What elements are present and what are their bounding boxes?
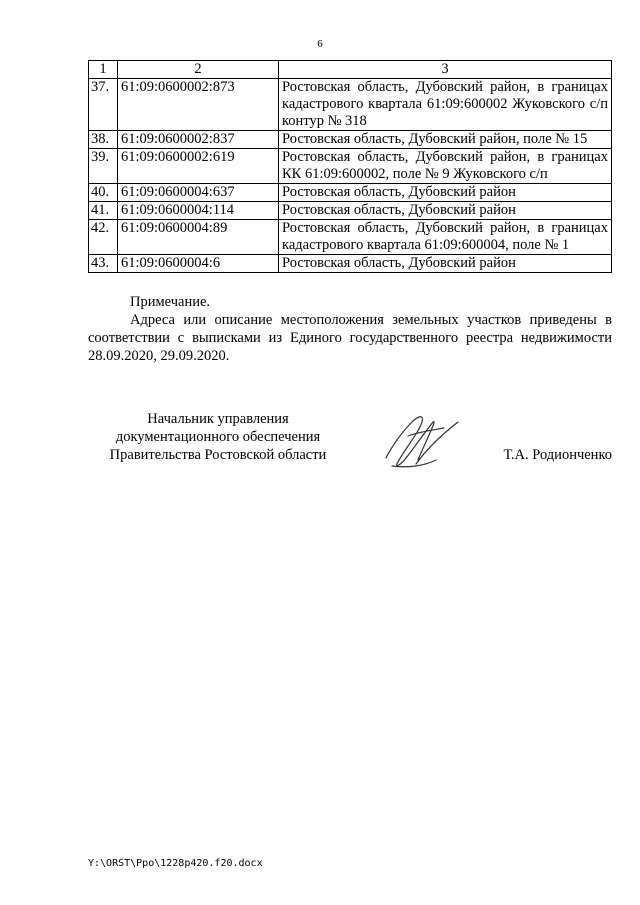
location-description: Ростовская область, Дубовский район, в границах кадастрового квартала 61:09:600004, поле № 1 [279,220,612,255]
cadastral-number: 61:09:0600002:619 [118,149,279,184]
table-row [89,184,612,202]
header-col-2: 2 [118,61,279,79]
row-number: 38. [89,131,118,149]
handwritten-signature [378,406,468,476]
table-row [89,255,612,273]
cadastral-number: 61:09:0600002:837 [118,131,279,149]
note-section [88,293,612,365]
note-title: Примечание. [130,294,211,310]
table-row [89,220,612,255]
row-number: 42. [89,220,118,255]
row-number: 43. [89,255,118,273]
page-number: 6 [317,38,323,50]
location-description: Ростовская область, Дубовский район, в границах кадастрового квартала 61:09:600002 Жуковского с/п контур № 318 [279,79,612,131]
table-row [89,79,612,131]
row-number: 37. [89,79,118,131]
location-description: Ростовская область, Дубовский район [279,255,612,273]
location-description: Ростовская область, Дубовский район [279,202,612,220]
note-body: Адреса или описание местоположения земельных участков приведены в соответствии с выписками из Единого государственного реестра недвижимости 28.09.2020, 29.09.2020. [88,312,612,364]
row-number: 39. [89,149,118,184]
table-row [89,202,612,220]
signature-block [88,410,612,482]
signatory-position [88,410,348,464]
location-description: Ростовская область, Дубовский район, поле № 15 [279,131,612,149]
cadastral-number: 61:09:0600004:6 [118,255,279,273]
position-line-1: Начальник управления [147,411,289,427]
position-line-3: Правительства Ростовской области [109,447,327,463]
file-path-footer: Y:\ORST\Ppo\1228p420.f20.docx [88,858,263,869]
cadastral-number: 61:09:0600002:873 [118,79,279,131]
position-line-2: документационного обеспечения [115,429,321,445]
signatory-name: Т.А. Родионченко [503,447,612,463]
location-description: Ростовская область, Дубовский район [279,184,612,202]
header-col-3: 3 [279,61,612,79]
table-row [89,131,612,149]
parcels-table [88,60,612,273]
table-header-row [89,61,612,79]
cadastral-number: 61:09:0600004:114 [118,202,279,220]
table-row [89,149,612,184]
location-description: Ростовская область, Дубовский район, в границах КК 61:09:600002, поле № 9 Жуковского с/п [279,149,612,184]
cadastral-number: 61:09:0600004:637 [118,184,279,202]
header-col-1: 1 [89,61,118,79]
row-number: 40. [89,184,118,202]
row-number: 41. [89,202,118,220]
cadastral-number: 61:09:0600004:89 [118,220,279,255]
